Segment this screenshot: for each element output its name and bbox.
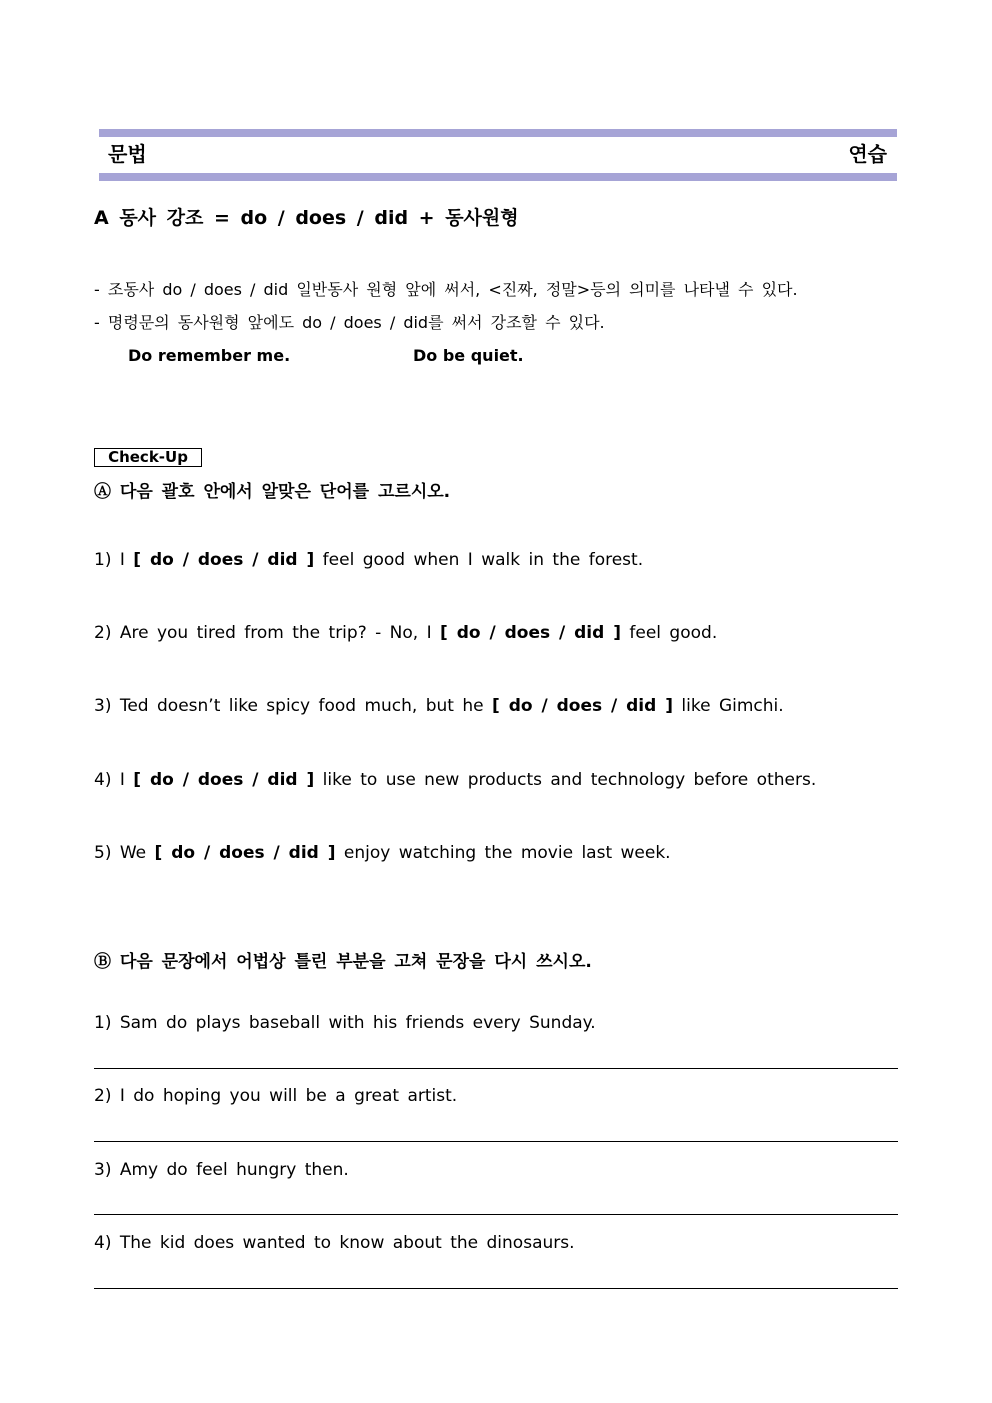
question-suffix: like Gimchi. [673,696,784,716]
answer-line-3[interactable] [94,1214,898,1215]
question-prefix: 4) I [94,770,134,790]
answer-line-1[interactable] [94,1068,898,1069]
example-sentence-2: Do be quiet. [413,346,524,365]
choice-brackets[interactable]: [ do / does / did ] [154,843,336,863]
question-suffix: feel good. [621,623,718,643]
answer-line-2[interactable] [94,1141,898,1142]
question-suffix: enjoy watching the movie last week. [335,843,671,863]
part-a-question-3 [94,694,784,718]
part-a-question-4 [94,768,816,792]
part-a-question-5 [94,841,671,865]
part-b-question-3: 3) Amy do feel hungry then. [94,1160,349,1180]
choice-brackets[interactable]: [ do / does / did ] [133,550,315,570]
header-left-title: 문법 [108,142,147,166]
question-suffix: like to use new products and technology before others. [314,770,817,790]
header-top-bar [99,129,897,137]
part-b-question-4: 4) The kid does wanted to know about the dinosaurs. [94,1233,575,1253]
question-prefix: 5) We [94,843,155,863]
answer-line-4[interactable] [94,1288,898,1289]
question-prefix: 1) I [94,550,134,570]
choice-brackets[interactable]: [ do / does / did ] [133,770,315,790]
part-b-instruction: Ⓑ 다음 문장에서 어법상 틀린 부분을 고쳐 문장을 다시 쓰시오. [94,952,592,972]
question-suffix: feel good when I walk in the forest. [314,550,644,570]
example-sentence-1: Do remember me. [128,346,291,365]
choice-brackets[interactable]: [ do / does / did ] [440,623,621,643]
header-bottom-bar [99,173,897,181]
part-a-question-2 [94,621,717,645]
part-b-question-1: 1) Sam do plays baseball with his friends every Sunday. [94,1013,596,1033]
question-prefix: 3) Ted doesn’t like spicy food much, but he [94,696,493,716]
grammar-note-1: - 조동사 do / does / did 일반동사 원형 앞에 써서, <진짜, 정말>등의 의미를 나타낼 수 있다. [94,280,798,299]
part-b-question-2: 2) I do hoping you will be a great artist. [94,1086,458,1106]
section-a-title: A 동사 강조 = do / does / did + 동사원형 [94,207,519,229]
checkup-label: Check-Up [94,448,202,467]
part-a-instruction: Ⓐ 다음 괄호 안에서 알맞은 단어를 고르시오. [94,482,451,502]
grammar-note-2: - 명령문의 동사원형 앞에도 do / does / did를 써서 강조할 수 있다. [94,313,605,332]
part-a-question-1 [94,548,643,572]
question-prefix: 2) Are you tired from the trip? - No, I [94,623,441,643]
header-right-title: 연습 [848,142,887,166]
choice-brackets[interactable]: [ do / does / did ] [492,696,673,716]
